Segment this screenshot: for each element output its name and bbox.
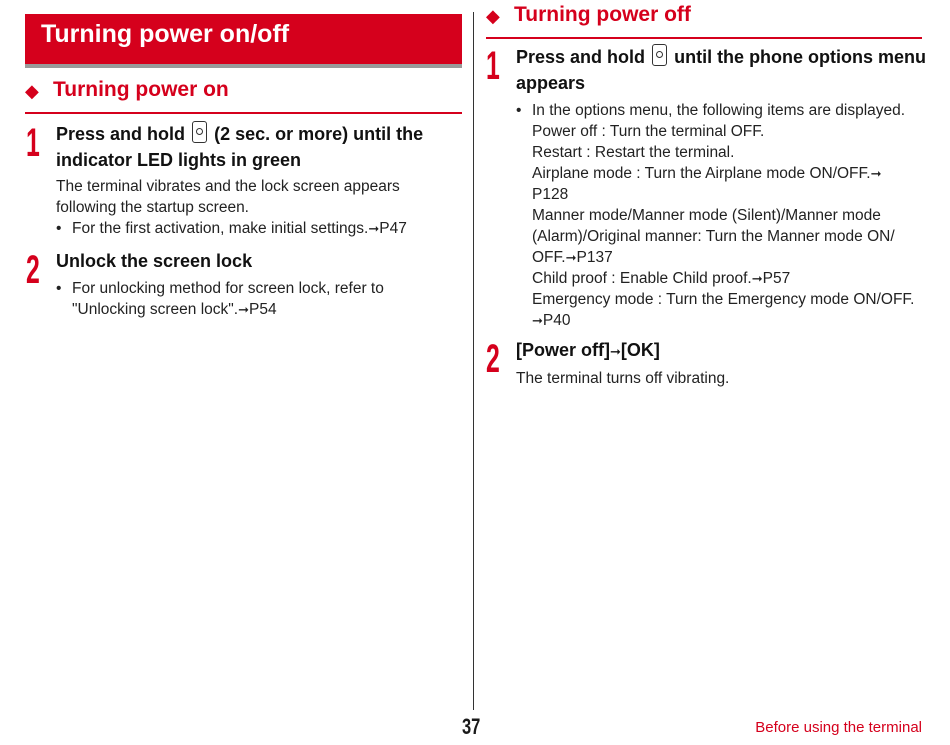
bullet-icon: • [516, 102, 522, 119]
step-number: 1 [26, 121, 40, 165]
step-number: 1 [486, 44, 500, 88]
column-divider [473, 12, 474, 710]
arrow-icon: ➞ [368, 221, 380, 236]
chapter-title: Turning power on/off [41, 20, 290, 48]
power-key-icon [192, 121, 207, 143]
diamond-icon: ◆ [486, 6, 500, 26]
option-manner: Manner mode/Manner mode (Silent)/Manner mode [532, 207, 881, 224]
option-restart: Restart : Restart the terminal. [532, 144, 735, 161]
step-title: Press and hold (2 sec. or more) until the indicator LED lights in green [56, 121, 466, 173]
arrow-icon: ➞ [610, 344, 621, 359]
power-key-icon [652, 44, 667, 66]
footer-section-name: Before using the terminal [755, 719, 922, 736]
arrow-icon: ➞ [532, 313, 543, 328]
section-heading-power-off [486, 3, 922, 39]
option-child-proof: Child proof : Enable Child proof. [532, 270, 752, 287]
step-title: Unlock the screen lock [56, 251, 253, 271]
arrow-icon: ➞ [751, 271, 763, 286]
step-number: 2 [486, 337, 500, 381]
page-reference-link[interactable]: P47 [379, 220, 407, 237]
arrow-icon: ➞ [870, 166, 882, 181]
bullet-item: • For unlocking method for screen lock, refer to "Unlocking screen lock".➞P54 [56, 280, 384, 318]
page-reference-link[interactable]: P57 [762, 270, 791, 287]
chapter-banner [25, 14, 462, 64]
step-body: The terminal vibrates and the lock screen appears following the startup screen. [56, 178, 400, 216]
page-reference-link[interactable]: P137 [576, 249, 613, 266]
page-reference-link[interactable]: P54 [248, 301, 277, 318]
bullet-icon: • [56, 220, 62, 237]
arrow-icon: ➞ [565, 250, 577, 265]
page-reference-link[interactable]: P40 [542, 312, 571, 329]
option-power-off: Power off : Turn the terminal OFF. [532, 123, 765, 140]
diamond-icon: ◆ [25, 81, 39, 101]
bullet-item: • For the first activation, make initial settings.➞P47 [56, 220, 407, 237]
step-number: 2 [26, 248, 40, 292]
page-number: 37 [462, 714, 481, 739]
step-body: The terminal turns off vibrating. [516, 370, 730, 387]
arrow-icon: ➞ [238, 302, 249, 317]
section-title: Turning power off [514, 3, 691, 26]
step-title: Press and hold until the phone options menu appears [516, 44, 936, 96]
bullet-icon: • [56, 280, 62, 297]
option-airplane: Airplane mode : Turn the Airplane mode ON/OFF. [532, 165, 871, 182]
page-reference-link[interactable]: P128 [532, 186, 569, 203]
option-emergency: Emergency mode : Turn the Emergency mode ON/OFF. [532, 291, 915, 308]
section-title: Turning power on [53, 78, 229, 101]
bullet-item: • In the options menu, the following items are displayed. Power off : Turn the terminal OFF. Restart : Restart the terminal. Airplane mode : Turn the Airplane mode ON/OFF.➞ P128 Manner mode/Manner mode (Silent)/Manner mode (Alarm)/Original manner: Turn the Manner mode ON/ OFF.➞P137 Child proof : Enable Child proof.➞P57 Emergency mode : Turn the Emergency mode ON/OFF. ➞P40 [516, 102, 915, 329]
step-title: [Power off]➞[OK] [516, 340, 660, 360]
section-heading-power-on [25, 78, 462, 114]
